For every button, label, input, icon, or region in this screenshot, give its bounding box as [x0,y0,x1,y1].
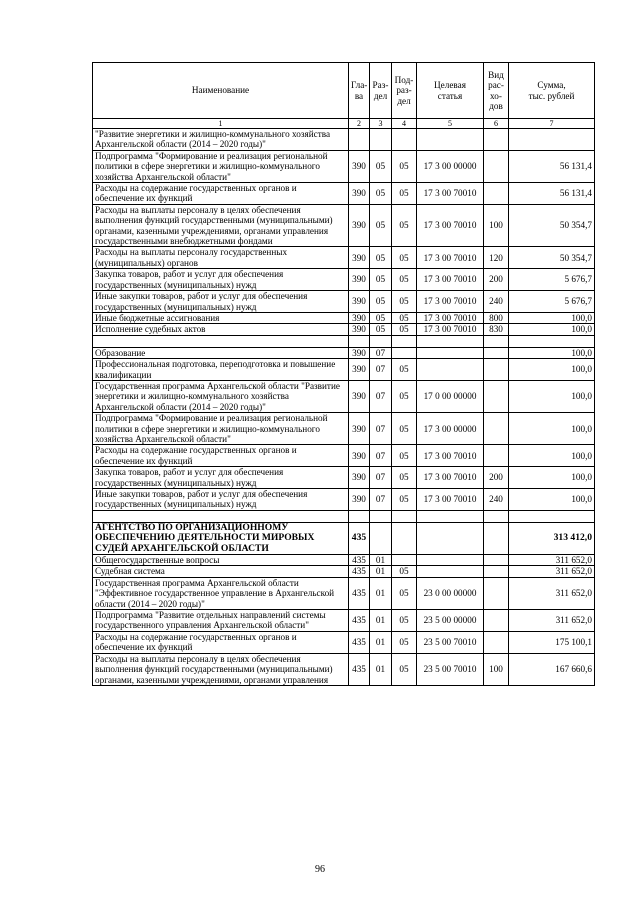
row-name: Государственная программа Архангельской области "Эффективное государственное управление в Архангельской области (2014 – 2020 годы)" [93,577,349,609]
row-sum: 100,0 [509,324,595,335]
row-csr: 17 3 00 70010 [417,324,484,335]
table-row [93,312,595,323]
row-csr [417,566,484,577]
row-csr: 17 3 00 70010 [417,489,484,511]
row-sum: 5 676,7 [509,291,595,313]
row-glava: 390 [349,359,370,381]
table-row [93,413,595,445]
row-csr: 17 3 00 70010 [417,291,484,313]
table-row [93,566,595,577]
row-csr: 23 5 00 70010 [417,631,484,653]
row-razdel: 07 [370,467,392,489]
row-name: Расходы на содержание государственных органов и обеспечение их функций [93,631,349,653]
spacer-row [93,510,595,522]
row-glava: 390 [349,467,370,489]
row-razdel: 01 [370,653,392,685]
row-podrazdel: 05 [392,566,417,577]
row-vr: 200 [484,269,509,291]
table-row [93,631,595,653]
row-vr [484,445,509,467]
row-vr [484,566,509,577]
row-csr: 17 3 00 70010 [417,204,484,247]
table-row [93,291,595,313]
row-vr [484,380,509,412]
row-csr: 17 3 00 70010 [417,445,484,467]
row-vr: 240 [484,291,509,313]
row-podrazdel [392,555,417,566]
row-podrazdel: 05 [392,610,417,632]
row-sum: 167 660,6 [509,653,595,685]
row-podrazdel: 05 [392,269,417,291]
row-csr: 17 3 00 70010 [417,269,484,291]
header-name: Наименование [93,63,349,119]
row-sum: 100,0 [509,489,595,511]
row-razdel [370,129,392,151]
row-razdel: 05 [370,312,392,323]
row-name: Расходы на выплаты персоналу в целях обеспечения выполнения функций государственными (муниципальными) органами, казенными учреждениями, органами управления государственными внебюджетными фондами [93,204,349,247]
row-vr [484,555,509,566]
row-razdel: 07 [370,489,392,511]
row-podrazdel: 05 [392,312,417,323]
row-name: Подпрограмма "Формирование и реализация региональной политики в сфере энергетики и жилищно-коммунального хозяйства Архангельской области" [93,413,349,445]
row-glava: 435 [349,577,370,609]
spacer-row [93,335,595,347]
table-body [93,129,595,686]
row-vr: 830 [484,324,509,335]
header-vr: Вид рас- хо- дов [484,63,509,119]
row-glava: 435 [349,631,370,653]
row-razdel: 05 [370,150,392,182]
row-podrazdel: 05 [392,291,417,313]
row-razdel: 05 [370,183,392,205]
row-csr: 17 3 00 70010 [417,467,484,489]
row-podrazdel: 05 [392,204,417,247]
row-vr [484,522,509,554]
column-number: 2 [349,119,370,129]
row-sum: 100,0 [509,413,595,445]
row-podrazdel [392,347,417,358]
row-razdel: 07 [370,445,392,467]
row-razdel: 07 [370,413,392,445]
budget-table-page [92,62,594,686]
row-name: Государственная программа Архангельской области "Развитие энергетики и жилищно-коммунального хозяйства Архангельской области (2014 – 2020 годы)" [93,380,349,412]
row-name: "Развитие энергетики и жилищно-коммунального хозяйства Архангельской области (2014 – 2020 годы)" [93,129,349,151]
row-glava: 390 [349,347,370,358]
empty-cell [392,510,417,522]
empty-cell [93,335,349,347]
row-glava: 390 [349,324,370,335]
row-glava: 390 [349,183,370,205]
row-podrazdel: 05 [392,445,417,467]
row-csr: 23 5 00 00000 [417,610,484,632]
table-row [93,347,595,358]
row-name: Расходы на содержание государственных органов и обеспечение их функций [93,183,349,205]
row-glava: 390 [349,380,370,412]
empty-cell [349,510,370,522]
row-vr [484,347,509,358]
row-sum: 311 652,0 [509,566,595,577]
row-sum: 100,0 [509,445,595,467]
row-sum: 5 676,7 [509,269,595,291]
row-podrazdel: 05 [392,413,417,445]
row-podrazdel: 05 [392,359,417,381]
row-glava: 390 [349,413,370,445]
row-podrazdel: 05 [392,380,417,412]
row-razdel: 07 [370,347,392,358]
row-name: Расходы на содержание государственных органов и обеспечение их функций [93,445,349,467]
table-row [93,610,595,632]
empty-cell [370,335,392,347]
table-row [93,183,595,205]
row-name: Расходы на выплаты персоналу государственных (муниципальных) органов [93,247,349,269]
row-podrazdel [392,129,417,151]
table-row [93,653,595,685]
row-razdel: 01 [370,577,392,609]
table-row [93,467,595,489]
table-row [93,324,595,335]
row-vr: 800 [484,312,509,323]
row-vr: 200 [484,467,509,489]
row-sum: 56 131,4 [509,183,595,205]
row-sum: 175 100,1 [509,631,595,653]
row-csr [417,129,484,151]
row-name: Иные закупки товаров, работ и услуг для обеспечения государственных (муниципальных) нужд [93,489,349,511]
row-name: Образование [93,347,349,358]
column-number: 1 [93,119,349,129]
row-sum: 50 354,7 [509,204,595,247]
row-podrazdel: 05 [392,247,417,269]
row-podrazdel: 05 [392,150,417,182]
row-name: Закупка товаров, работ и услуг для обеспечения государственных (муниципальных) нужд [93,467,349,489]
row-vr: 240 [484,489,509,511]
row-csr: 17 3 00 70010 [417,312,484,323]
row-csr [417,555,484,566]
row-sum: 100,0 [509,312,595,323]
row-csr: 23 5 00 70010 [417,653,484,685]
table-row [93,445,595,467]
row-glava: 435 [349,610,370,632]
row-razdel: 07 [370,359,392,381]
empty-cell [484,335,509,347]
column-number: 3 [370,119,392,129]
row-vr [484,129,509,151]
row-vr: 100 [484,204,509,247]
row-razdel: 05 [370,324,392,335]
row-csr: 17 3 00 00000 [417,413,484,445]
header-razdel: Раз- дел [370,63,392,119]
row-sum: 100,0 [509,380,595,412]
empty-cell [509,510,595,522]
row-name: Иные бюджетные ассигнования [93,312,349,323]
row-name: Подпрограмма "Развитие отдельных направлений системы государственного управления Архангельской области" [93,610,349,632]
empty-cell [349,335,370,347]
column-number: 5 [417,119,484,129]
row-sum: 56 131,4 [509,150,595,182]
row-name: Иные закупки товаров, работ и услуг для обеспечения государственных (муниципальных) нужд [93,291,349,313]
empty-cell [484,510,509,522]
row-csr: 17 3 00 70010 [417,183,484,205]
table-row [93,269,595,291]
row-vr [484,150,509,182]
row-name: АГЕНТСТВО ПО ОРГАНИЗАЦИОННОМУ ОБЕСПЕЧЕНИЮ ДЕЯТЕЛЬНОСТИ МИРОВЫХ СУДЕЙ АРХАНГЕЛЬСКОЙ ОБЛАСТИ [93,522,349,554]
row-csr [417,359,484,381]
table-row [93,359,595,381]
row-sum [509,129,595,151]
table-row [93,150,595,182]
empty-cell [417,335,484,347]
row-glava: 390 [349,489,370,511]
row-sum: 50 354,7 [509,247,595,269]
row-name: Исполнение судебных актов [93,324,349,335]
row-podrazdel: 05 [392,577,417,609]
row-sum: 311 652,0 [509,610,595,632]
row-sum: 100,0 [509,359,595,381]
row-razdel: 05 [370,204,392,247]
row-csr [417,347,484,358]
row-podrazdel [392,522,417,554]
row-name: Закупка товаров, работ и услуг для обеспечения государственных (муниципальных) нужд [93,269,349,291]
row-razdel: 01 [370,555,392,566]
row-razdel: 05 [370,247,392,269]
row-csr: 23 0 00 00000 [417,577,484,609]
row-podrazdel: 05 [392,631,417,653]
section-header-row [93,522,595,554]
row-razdel: 07 [370,380,392,412]
row-name: Общегосударственные вопросы [93,555,349,566]
table-row [93,380,595,412]
row-name: Судебная система [93,566,349,577]
header-sum: Сумма, тыс. рублей [509,63,595,119]
row-csr: 17 0 00 00000 [417,380,484,412]
row-razdel [370,522,392,554]
row-vr [484,183,509,205]
table-row [93,247,595,269]
row-podrazdel: 05 [392,489,417,511]
row-glava: 435 [349,522,370,554]
row-razdel: 05 [370,269,392,291]
row-vr [484,631,509,653]
row-vr: 100 [484,653,509,685]
row-name: Расходы на выплаты персоналу в целях обеспечения выполнения функций государственными (муниципальными) органами, казенными учреждениями, органами управления [93,653,349,685]
row-csr: 17 3 00 70010 [417,247,484,269]
row-glava: 390 [349,291,370,313]
row-podrazdel: 05 [392,467,417,489]
row-name: Профессиональная подготовка, переподготовка и повышение квалификации [93,359,349,381]
empty-cell [93,510,349,522]
budget-table [92,62,595,686]
table-row [93,489,595,511]
row-glava: 390 [349,204,370,247]
column-numbers-row [93,119,595,129]
header-podrazdel: Под- раз- дел [392,63,417,119]
row-glava: 390 [349,150,370,182]
row-glava: 390 [349,269,370,291]
row-vr: 120 [484,247,509,269]
empty-cell [509,335,595,347]
row-glava: 435 [349,555,370,566]
row-glava: 390 [349,312,370,323]
row-glava: 435 [349,566,370,577]
row-vr [484,359,509,381]
empty-cell [392,335,417,347]
empty-cell [370,510,392,522]
row-sum: 313 412,0 [509,522,595,554]
header-csr: Целевая статья [417,63,484,119]
row-razdel: 01 [370,566,392,577]
row-sum: 100,0 [509,467,595,489]
empty-cell [417,510,484,522]
row-name: Подпрограмма "Формирование и реализация региональной политики в сфере энергетики и жилищно-коммунального хозяйства Архангельской области" [93,150,349,182]
row-glava [349,129,370,151]
row-csr [417,522,484,554]
row-razdel: 01 [370,610,392,632]
row-podrazdel: 05 [392,324,417,335]
row-sum: 100,0 [509,347,595,358]
header-glava: Гла- ва [349,63,370,119]
row-vr [484,413,509,445]
row-glava: 435 [349,653,370,685]
row-glava: 390 [349,247,370,269]
table-row [93,129,595,151]
page-number: 96 [315,864,325,875]
table-row [93,555,595,566]
row-glava: 390 [349,445,370,467]
row-razdel: 01 [370,631,392,653]
row-sum: 311 652,0 [509,577,595,609]
table-row [93,577,595,609]
row-csr: 17 3 00 00000 [417,150,484,182]
column-number: 6 [484,119,509,129]
header-row [93,63,595,119]
column-number: 4 [392,119,417,129]
row-razdel: 05 [370,291,392,313]
row-vr [484,577,509,609]
table-row [93,204,595,247]
row-vr [484,610,509,632]
row-podrazdel: 05 [392,653,417,685]
row-podrazdel: 05 [392,183,417,205]
row-sum: 311 652,0 [509,555,595,566]
column-number: 7 [509,119,595,129]
